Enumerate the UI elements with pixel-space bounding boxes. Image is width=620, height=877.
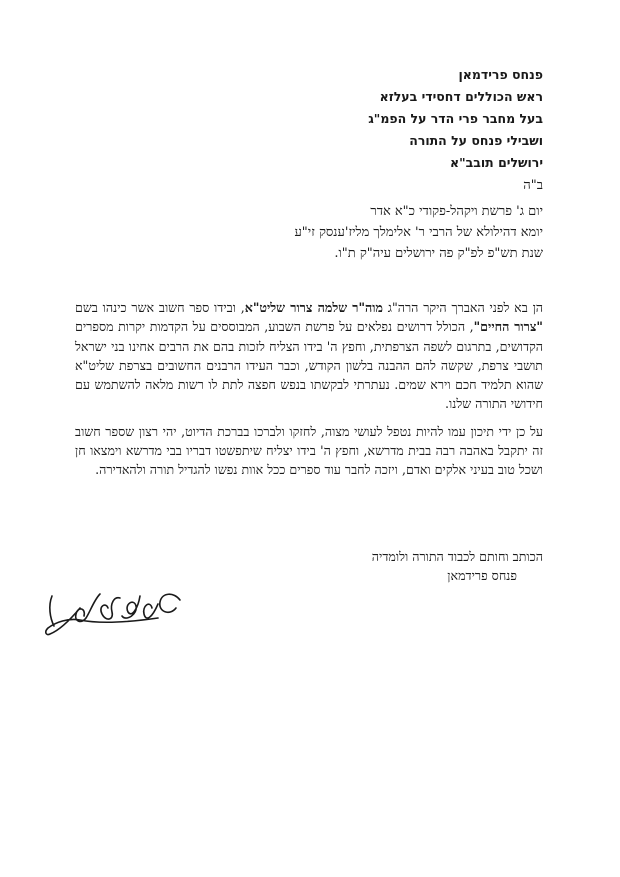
- closing-block: [243, 547, 543, 585]
- bh-heading: ב"ה: [523, 178, 543, 193]
- closing-name: פנחס פרידמאן: [447, 568, 517, 583]
- handwritten-signature: [40, 578, 190, 648]
- paragraph-1-text-b: , ובידו ספר חשוב אשר כינהו בשם: [75, 300, 245, 315]
- letterhead: [223, 64, 543, 174]
- paragraph-1-text-c: , הכולל דרושים נפלאים על פרשת השבוע, המבוססים על הקדמות יקרות מספרים הקדושים, בתרגום לשפה הצרפתית, וחפץ ה' בידו הצליח לזכות בהם את הרבים אחינו בני ישראל תושבי צרפת, שקשה להם ההבנה בלשון הקודש, וכבר העידו הרבנים החשובים בצרפת שליט"א שהוא תלמיד חכם וירא שמים. נעתרתי לבקשתו בנפש חפצה לתת לו רשות מלאה להשתמש עם חידושי התורה שלנו.: [75, 319, 543, 412]
- paragraph-2: על כן ידי תיכון עמו להיות נטפל לעושי מצוה, לחזקו ולברכו בברכת הדיוט, יהי רצון שספר חשוב זה יתקבל באהבה רבה בבית מדרשא, וחפץ ה' בידו יצליח שיתפשטו דבריו בבי מדרשא וימצאו חן ושכל טוב בעיני אלקים ואדם, ויזכה לחבר עוד ספרים ככל אוות נפשו להגדיל תורה ולהאדירה.: [75, 423, 543, 478]
- date-line-2: יומא דהילולא של הרבי ר' אלימלך מליז'ענסק זי"ע: [294, 225, 543, 240]
- letterhead-title: ראש הכוללים דחסידי בעלזא: [379, 89, 543, 104]
- date-line-3: שנת תש"פ לפ"ק פה ירושלים עיה"ק ת"ו.: [334, 246, 543, 261]
- closing-line: הכותב וחותם לכבוד התורה ולומדיה: [371, 549, 543, 564]
- book-title: "צרור החיים": [473, 319, 543, 335]
- letterhead-author-1: בעל מחבר פרי הדר על הפמ"ג: [368, 111, 543, 126]
- letterhead-city: ירושלים תובב"א: [450, 155, 543, 170]
- paragraph-1-text-a: הן בא לפני האברך היקר הרה"ג: [383, 300, 544, 315]
- letterhead-name: פנחס פרידמאן: [458, 67, 543, 82]
- author-name: מוה"ר שלמה צרור שליט"א: [244, 300, 383, 315]
- letterhead-author-2: ושבילי פנחס על התורה: [409, 133, 543, 148]
- letter-body: [75, 298, 543, 488]
- date-block: [83, 201, 543, 264]
- date-line-1: יום ג' פרשת ויקהל-פקודי כ"א אדר: [370, 204, 543, 219]
- paragraph-1: [75, 298, 543, 414]
